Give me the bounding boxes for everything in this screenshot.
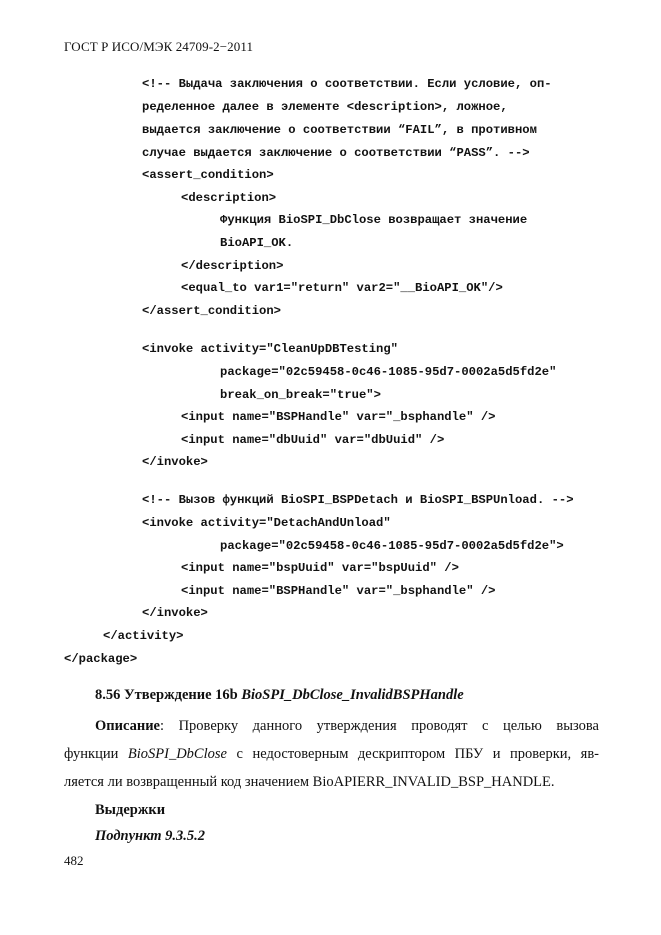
excerpts-heading: Выдержки [95,802,166,818]
code-line: <input name="dbUuid" var="dbUuid" /> [181,433,445,447]
code-line: </invoke> [142,606,208,620]
page-number: 482 [64,853,84,868]
section-heading [95,687,464,704]
description-line-1 [95,718,599,735]
code-line: <assert_condition> [142,168,274,182]
code-line: <invoke activity="DetachAndUnload" [142,516,391,530]
code-line: <!-- Выдача заключения о соответствии. Если условие, оп- [142,77,552,91]
section-assertion-name: BioSPI_DbClose_InvalidBSPHandle [241,687,464,703]
code-line: <!-- Вызов функций BioSPI_BSPDetach и BioSPI_BSPUnload. --> [142,493,574,507]
description-label: Описание [95,718,160,734]
code-line: </description> [181,259,284,273]
code-line: выдается заключение о соответствии “FAIL”, в противном [142,123,537,137]
code-line: <description> [181,191,277,205]
code-line: </invoke> [142,455,208,469]
code-line: ределенное далее в элементе <description>, ложное, [142,100,508,114]
code-line: package="02c59458-0c46-1085-95d7-0002a5d5fd2e" [220,365,557,379]
code-line: <input name="bspUuid" var="bspUuid" /> [181,561,459,575]
code-line: <input name="BSPHandle" var="_bsphandle" /> [181,584,496,598]
code-line: BioAPI_OK. [220,236,294,250]
description-line-2 [64,746,599,763]
code-line: </package> [64,652,138,666]
code-line: break_on_break="true"> [220,388,381,402]
code-line: <equal_to var1="return" var2="__BioAPI_OK"/> [181,281,503,295]
description-line-3: ляется ли возвращенный код значением BioAPIERR_INVALID_BSP_HANDLE. [64,774,555,790]
code-line: package="02c59458-0c46-1085-95d7-0002a5d5fd2e"> [220,539,564,553]
code-line: </assert_condition> [142,304,281,318]
function-name: BioSPI_DbClose [127,746,227,762]
description-text: функции [64,746,128,762]
description-text: с недостоверным дескриптором ПБУ и проверки, яв- [226,746,599,762]
code-line: <input name="BSPHandle" var="_bsphandle" /> [181,410,496,424]
code-line: <invoke activity="CleanUpDBTesting" [142,342,398,356]
code-line: </activity> [103,629,184,643]
standard-header: ГОСТ Р ИСО/МЭК 24709-2−2011 [64,39,254,54]
description-text: : Проверку данного утверждения проводят с целью вызова [160,718,599,734]
code-line: Функция BioSPI_DbClose возвращает значение [220,213,528,227]
section-number: 8.56 Утверждение 16b [95,687,238,703]
code-line: случае выдается заключение о соответствии “PASS”. --> [142,146,530,160]
subclause-reference: Подпункт 9.3.5.2 [95,828,206,844]
